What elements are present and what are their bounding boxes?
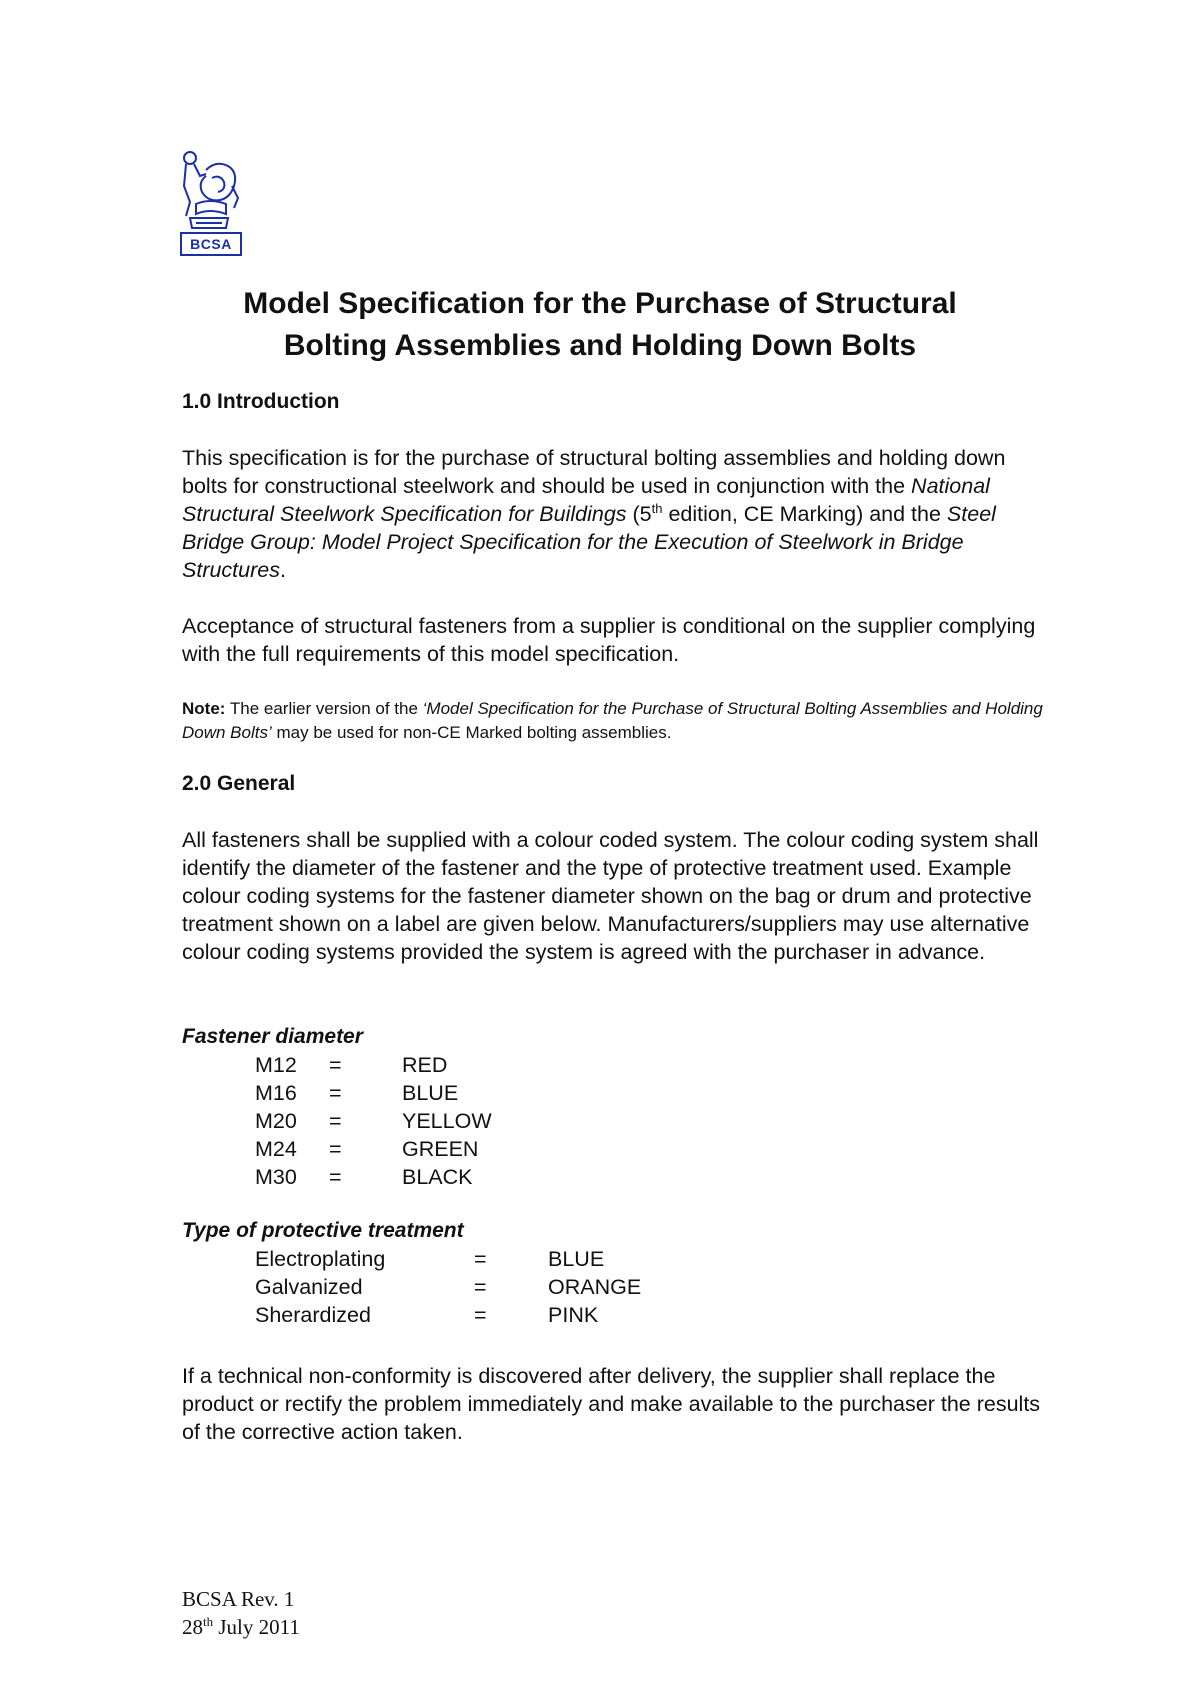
footer-date-superscript: th bbox=[203, 1614, 214, 1629]
diameter-equals: = bbox=[329, 1081, 342, 1105]
diameter-size: M16 bbox=[255, 1081, 297, 1105]
intro-note bbox=[182, 697, 1052, 745]
protective-treatment-heading: Type of protective treatment bbox=[182, 1219, 464, 1242]
logo-badge: BCSA bbox=[180, 232, 242, 256]
intro-p1-text-a: This specification is for the purchase of structural bolting assemblies and holding down bolts for constructional steelwork and should be used in conjunction with the bbox=[182, 446, 1006, 498]
diameter-size: M24 bbox=[255, 1137, 297, 1161]
section-heading-introduction: 1.0 Introduction bbox=[182, 390, 340, 413]
title-line-1: Model Specification for the Purchase of Structural bbox=[243, 287, 957, 320]
page-footer bbox=[182, 1585, 300, 1641]
footer-date-rest: July 2011 bbox=[213, 1615, 300, 1639]
diameter-colour: YELLOW bbox=[402, 1109, 492, 1133]
fastener-diameter-heading: Fastener diameter bbox=[182, 1025, 363, 1048]
treatment-colour: PINK bbox=[548, 1303, 599, 1327]
treatment-colour: BLUE bbox=[548, 1247, 605, 1271]
diameter-colour: RED bbox=[402, 1053, 448, 1077]
intro-p1-nsss-title: National Structural Steelwork Specification for Buildings bbox=[182, 474, 990, 526]
footer-date-day: 28 bbox=[182, 1615, 203, 1639]
treatment-type: Sherardized bbox=[255, 1303, 371, 1327]
section-heading-general: 2.0 General bbox=[182, 772, 296, 795]
diameter-colour: BLACK bbox=[402, 1165, 473, 1189]
treatment-equals: = bbox=[474, 1275, 487, 1299]
diameter-size: M12 bbox=[255, 1053, 297, 1077]
diameter-equals: = bbox=[329, 1165, 342, 1189]
diameter-colour: GREEN bbox=[402, 1137, 479, 1161]
note-text-a: The earlier version of the bbox=[225, 699, 423, 718]
intro-p1-text-d: edition, CE Marking) and the bbox=[662, 502, 947, 526]
note-label: Note: bbox=[182, 699, 226, 718]
general-paragraph-2: If a technical non-conformity is discovered after delivery, the supplier shall replace the product or rectify the problem immediately and make available to the purchaser the results of the corrective action taken. bbox=[182, 1364, 1041, 1444]
title-line-2: Bolting Assemblies and Holding Down Bolts bbox=[283, 329, 917, 362]
intro-p1-sbg-title: Steel Bridge Group: Model Project Specification for the Execution of Steelwork in Bridge Structures bbox=[182, 502, 996, 582]
general-paragraph-1: All fasteners shall be supplied with a colour coded system. The colour coding system shall identify the diameter of the fastener and the type of protective treatment used. Example colour coding systems for the fastener diameter shown on the bag or drum and protective treatment shown on a label are given below. Manufacturers/suppliers may use alternative colour coding systems provided the system is agreed with the purchaser in advance. bbox=[182, 828, 1039, 964]
diameter-size: M20 bbox=[255, 1109, 297, 1133]
treatment-colour: ORANGE bbox=[548, 1275, 642, 1299]
diameter-colour: BLUE bbox=[402, 1081, 459, 1105]
diameter-equals: = bbox=[329, 1137, 342, 1161]
diameter-size: M30 bbox=[255, 1165, 297, 1189]
footer-date bbox=[182, 1613, 300, 1641]
note-doc-title: ‘Model Specification for the Purchase of Structural Bolting Assemblies and Holding Down Bolts’ bbox=[182, 699, 1043, 742]
footer-revision: BCSA Rev. 1 bbox=[182, 1587, 295, 1611]
note-text-c: may be used for non-CE Marked bolting assemblies. bbox=[271, 723, 672, 742]
bcsa-logo bbox=[176, 146, 246, 258]
crest-icon bbox=[176, 146, 246, 232]
intro-p1-text-c: (5 bbox=[626, 502, 652, 526]
intro-paragraph-1 bbox=[182, 444, 1052, 584]
treatment-type: Electroplating bbox=[255, 1247, 386, 1271]
intro-p1-superscript: th bbox=[651, 500, 663, 516]
document-title bbox=[150, 283, 1050, 367]
treatment-equals: = bbox=[474, 1303, 487, 1327]
intro-paragraph-2: Acceptance of structural fasteners from a supplier is conditional on the supplier complying with the full requirements of this model specification. bbox=[182, 614, 1036, 666]
treatment-equals: = bbox=[474, 1247, 487, 1271]
diameter-equals: = bbox=[329, 1109, 342, 1133]
intro-p1-text-f: . bbox=[279, 558, 286, 582]
diameter-equals: = bbox=[329, 1053, 342, 1077]
treatment-type: Galvanized bbox=[255, 1275, 363, 1299]
